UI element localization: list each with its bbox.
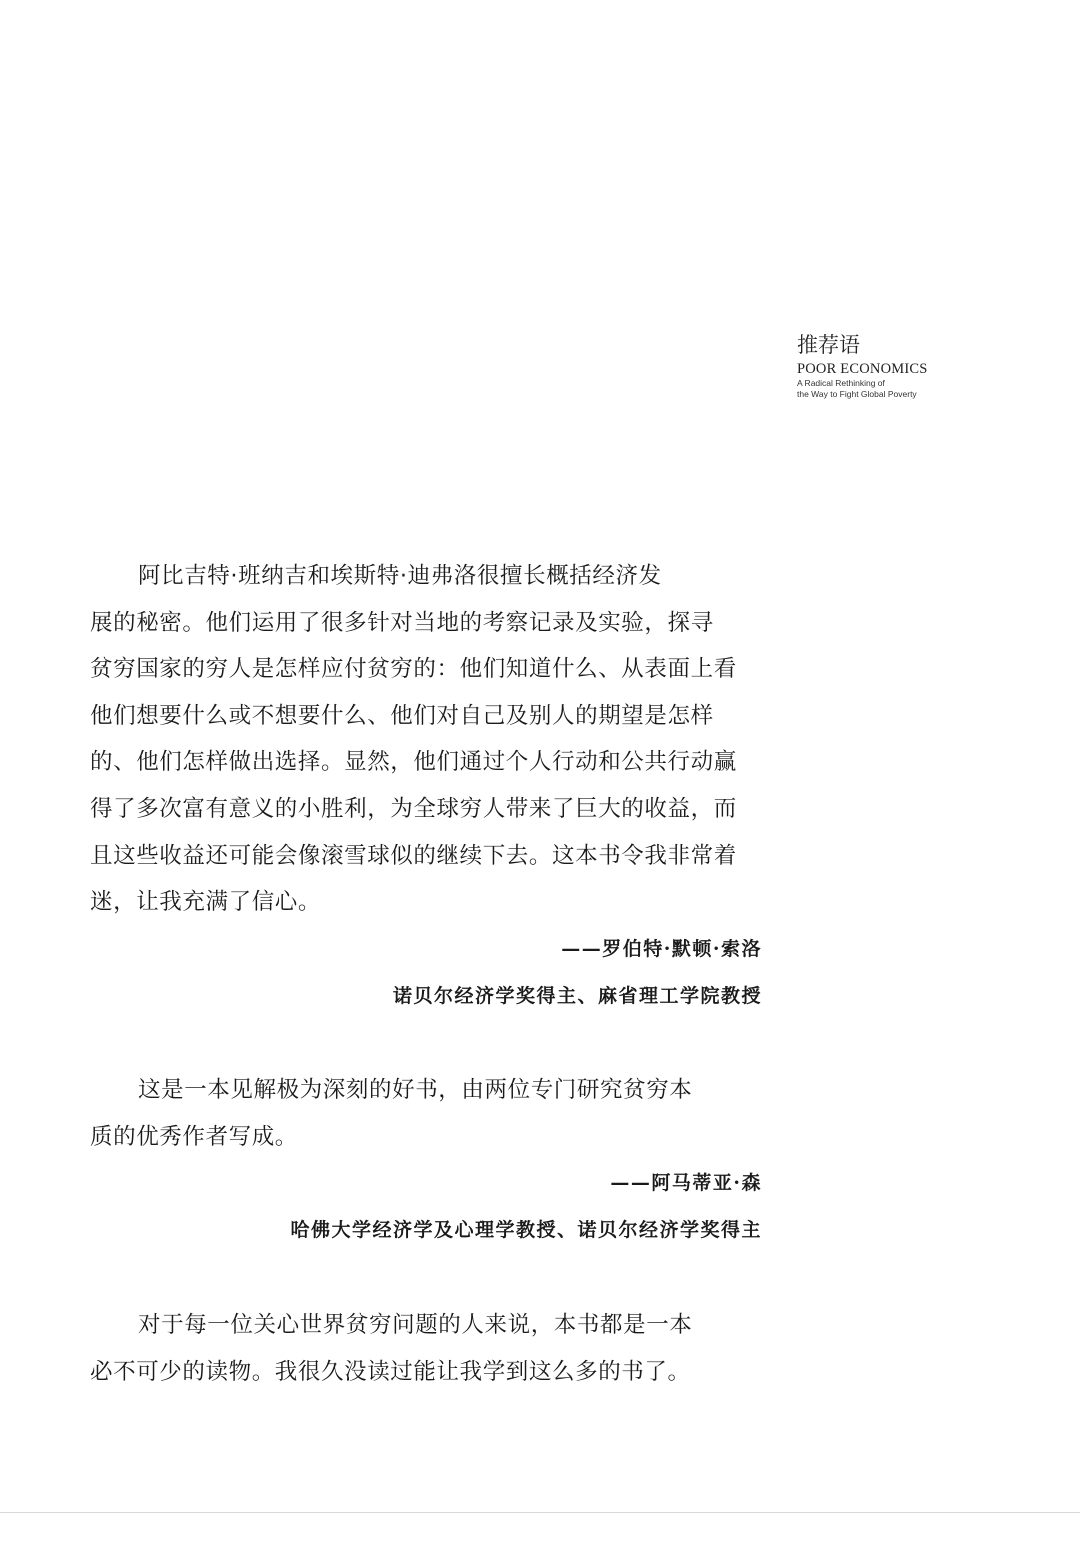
section-title: 推荐语 — [797, 333, 860, 357]
quote-author-title: 诺贝尔经济学奖得主、麻省理工学院教授 — [392, 984, 762, 1007]
quote-line: 迷，让我充满了信心。 — [90, 889, 322, 916]
quote-solow — [90, 553, 762, 1020]
quote-line: 这是一本见解极为深刻的好书，由两位专门研究贫穷本 — [138, 1077, 693, 1103]
quote-text — [90, 1302, 762, 1395]
quote-line: 贫穷国家的穷人是怎样应付贫穷的：他们知道什么、从表面上看 — [90, 656, 737, 683]
quote-author-title: 哈佛大学经济学及心理学教授、诺贝尔经济学奖得主 — [290, 1219, 762, 1242]
page-edge-divider — [0, 1512, 1080, 1513]
quote-line: 展的秘密。他们运用了很多针对当地的考察记录及实验，探寻 — [90, 609, 714, 636]
quote-author: ——罗伯特·默顿·索洛 — [561, 937, 762, 960]
quote-line: 且这些收益还可能会像滚雪球似的继续下去。这本书令我非常着 — [90, 842, 737, 869]
page-header — [797, 330, 1067, 400]
book-subtitle-line-2: the Way to Fight Global Poverty — [797, 389, 917, 399]
quote-line: 对于每一位关心世界贫穷问题的人来说，本书都是一本 — [138, 1312, 693, 1338]
book-subtitle-line-1: A Radical Rethinking of — [797, 378, 885, 388]
quote-text — [90, 553, 762, 926]
quote-author: ——阿马蒂亚·森 — [610, 1172, 762, 1195]
quote-line: 他们想要什么或不想要什么、他们对自己及别人的期望是怎样 — [90, 702, 714, 729]
quote-line: 阿比吉特·班纳吉和埃斯特·迪弗洛很擅长概括经济发 — [138, 563, 662, 589]
book-title: POOR ECONOMICS — [797, 361, 928, 377]
quote-text — [90, 1067, 762, 1160]
quote-line: 得了多次富有意义的小胜利，为全球穷人带来了巨大的收益，而 — [90, 795, 737, 822]
quote-line: 质的优秀作者写成。 — [90, 1123, 298, 1150]
quote-line: 的、他们怎样做出选择。显然，他们通过个人行动和公共行动赢 — [90, 749, 737, 776]
quote-third — [90, 1302, 762, 1395]
quote-sen — [90, 1067, 762, 1254]
quote-line: 必不可少的读物。我很久没读过能让我学到这么多的书了。 — [90, 1358, 691, 1385]
